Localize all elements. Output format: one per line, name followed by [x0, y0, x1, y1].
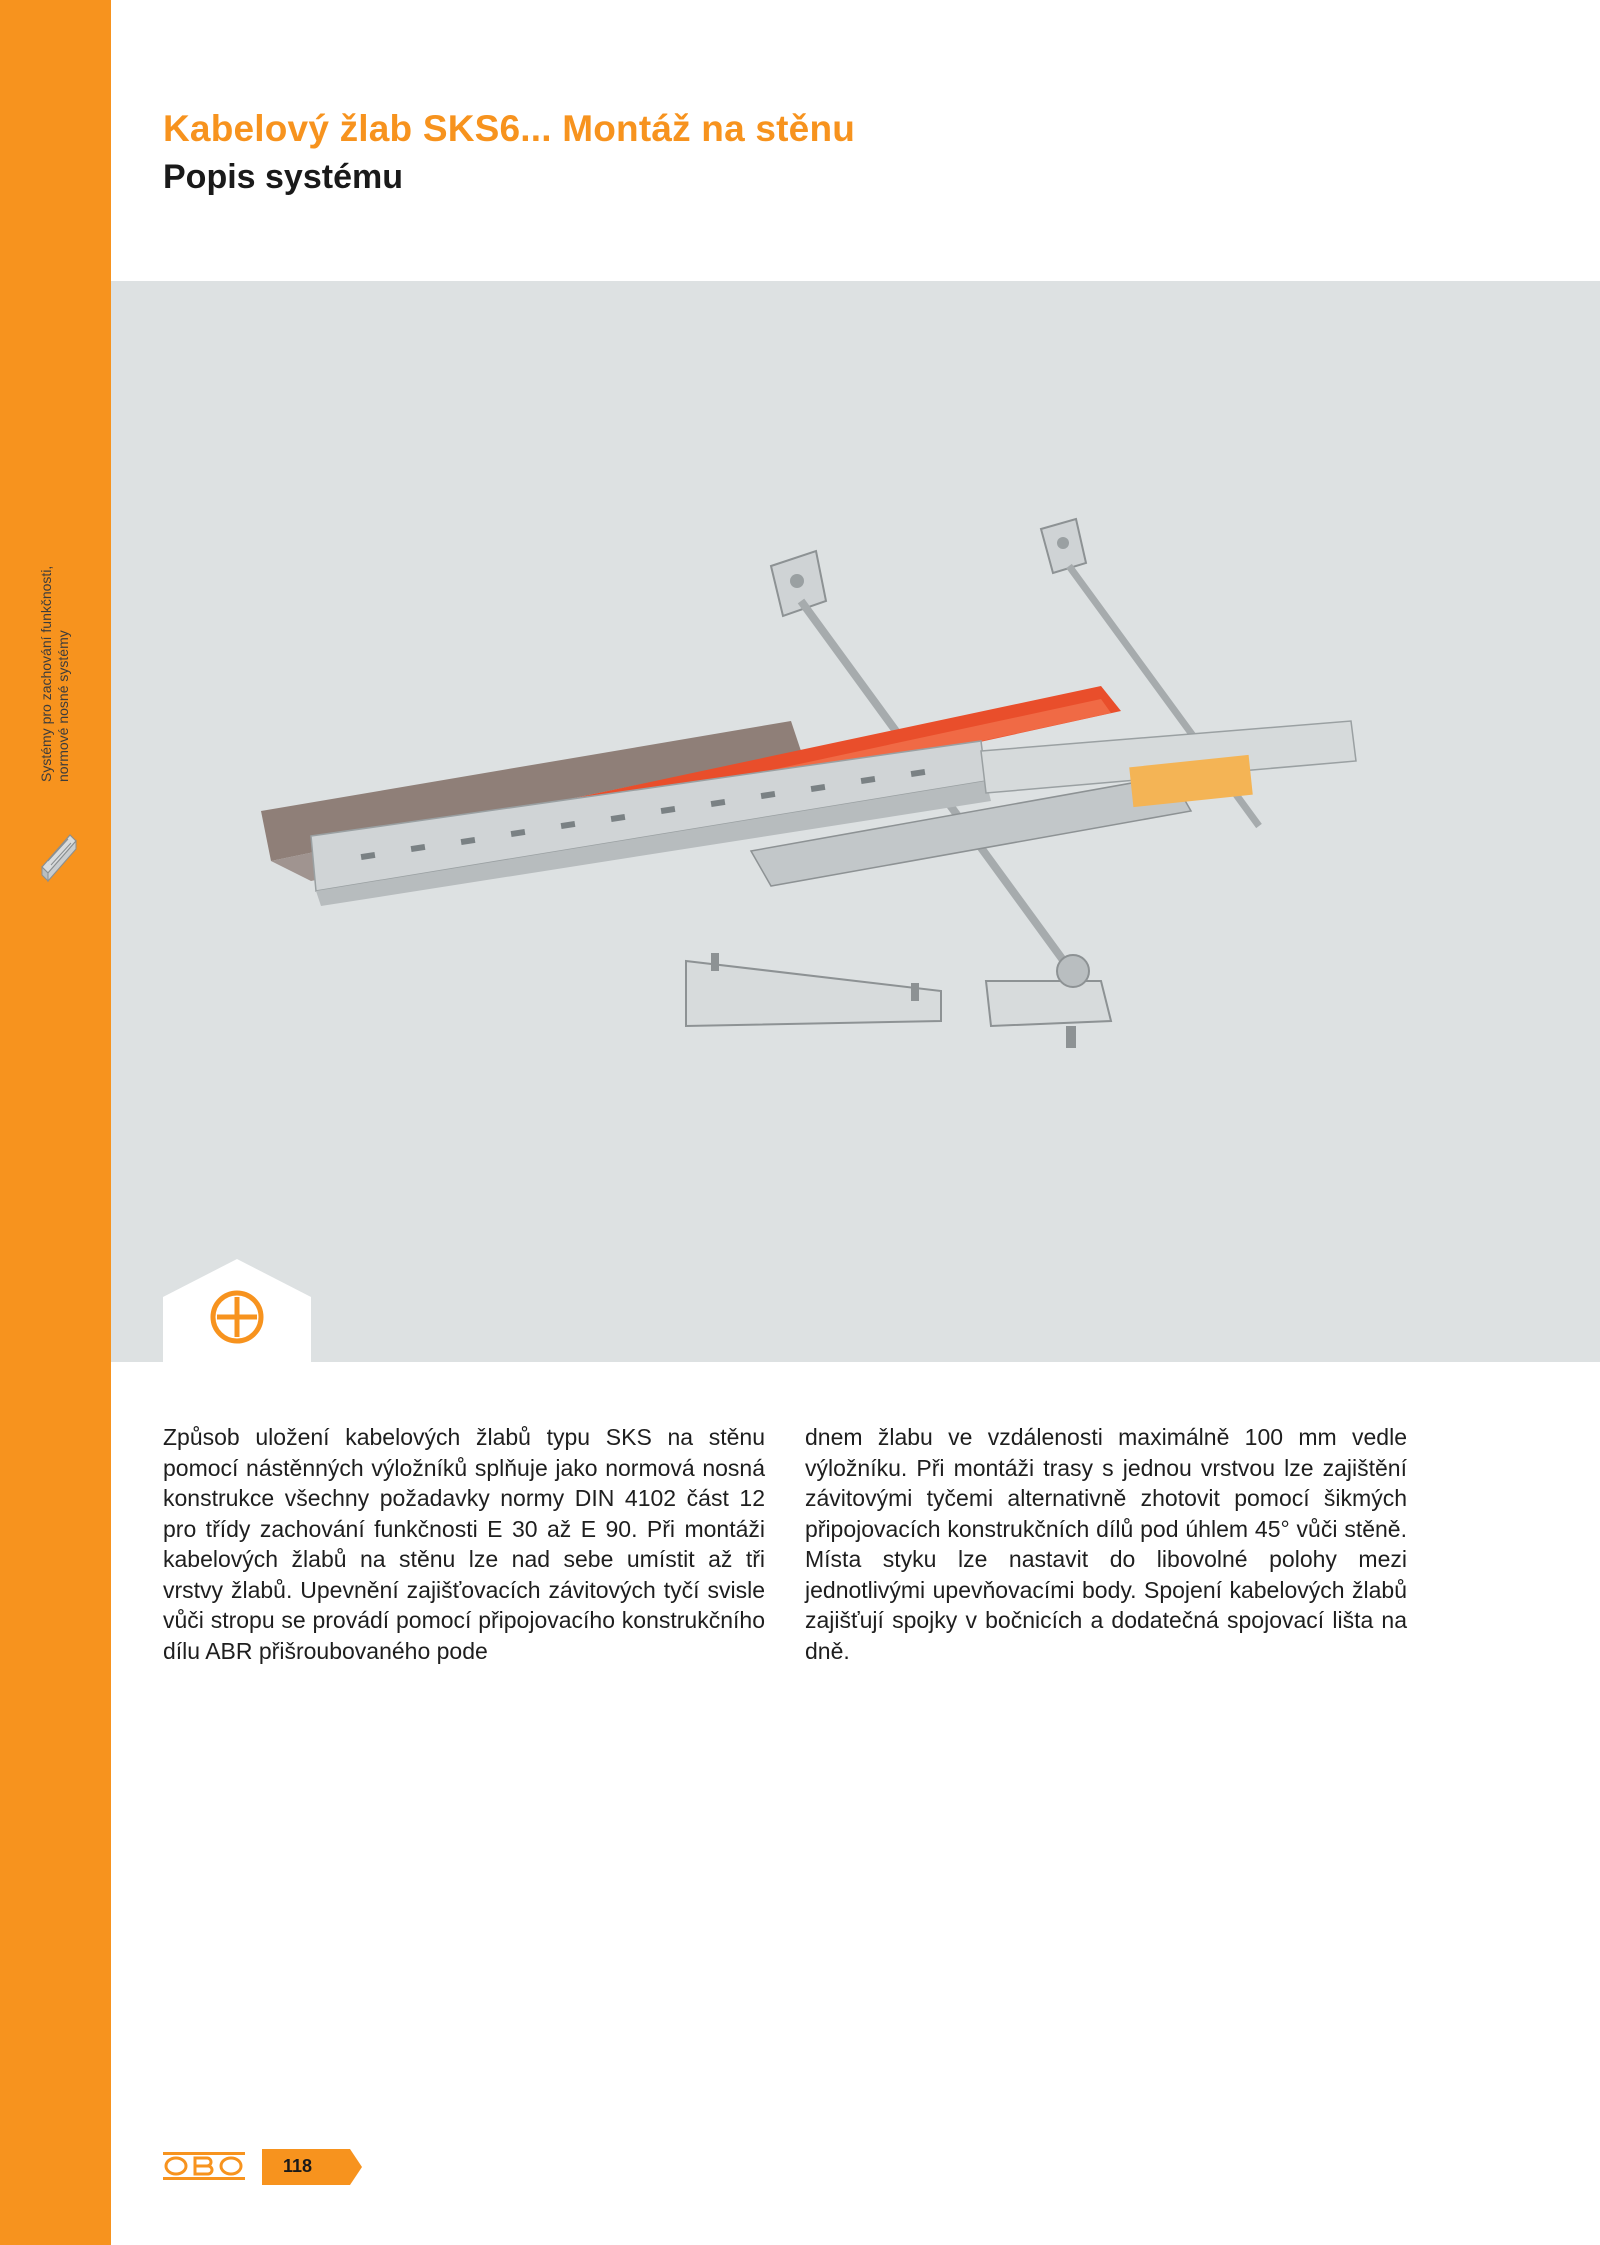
page-title: Kabelový žlab SKS6... Montáž na stěnu — [163, 108, 856, 149]
sidebar-label-line1: Systémy pro zachování funkčnosti, — [38, 565, 54, 782]
product-figure — [111, 281, 1600, 1362]
cable-tray-icon — [38, 823, 78, 893]
obo-logo — [163, 2152, 245, 2180]
body-text-column-2: dnem žlabu ve vzdálenosti maximálně 100 mm vedle výložníku. Při montáži trasy s jednou vrstvou lze zajištění závitovými tyčemi alternativně zhotovit pomocí šikmých připojovacích konstrukčních dílů pod úhlem 45° vůči stěně. Místa styku lze nastavit do libovolné polohy mezi jednotlivými upevňovacími body. Spojení kabelových žlabů zajišťují spojky v bočnicích a dodatečná spojovací lišta na dně. — [805, 1424, 1407, 1664]
page-subtitle: Popis systému — [163, 158, 403, 196]
wall-bracket — [686, 953, 941, 1026]
plus-circle-icon — [163, 1259, 311, 1362]
cable-tray-illustration — [111, 281, 1600, 1362]
sidebar-section-label — [38, 522, 72, 782]
sidebar-label-line2: normové nosné systémy — [55, 630, 71, 782]
ceiling-bracket-right — [1041, 519, 1086, 573]
page-number: 118 — [283, 2156, 313, 2176]
sidebar — [0, 0, 111, 2245]
wall-bracket-with-rod-mount — [986, 955, 1111, 1048]
body-text-column-1: Způsob uložení kabelových žlabů typu SKS na stěnu pomocí nástěnných výložníků splňuje jako normová nosná konstrukce všechny požadavky normy DIN 4102 část 12 pro třídy zachování funkčnosti E 30 až E 90. Při montáži kabelových žlabů na stěnu lze nad sebe umístit až tři vrstvy žlabů. Upevnění zajišťovacích závitových tyčí svisle vůči stropu se provádí pomocí připojovacího konstrukčního dílu ABR přišroubovaného pode — [163, 1424, 765, 1664]
ceiling-bracket-left — [771, 551, 826, 616]
